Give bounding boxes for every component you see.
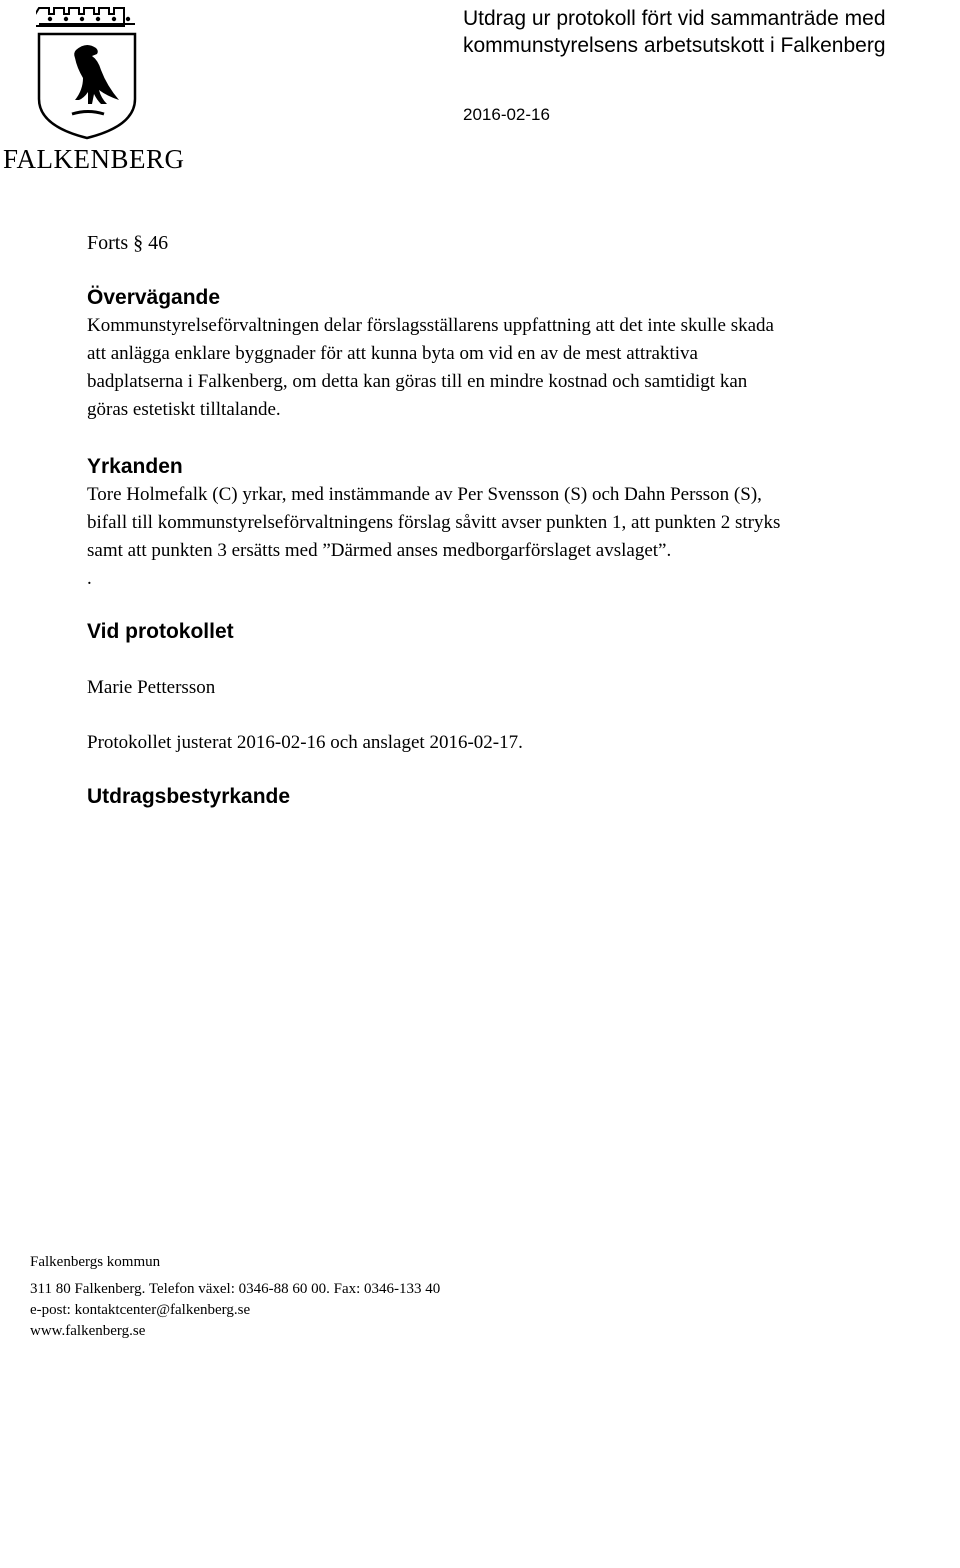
falcon-crest-icon	[36, 4, 138, 140]
paragraph-line: att anlägga enklare byggnader för att kunna byta om vid en av de mest attraktiva	[87, 343, 698, 364]
paragraph-line: bifall till kommunstyrelseförvaltningens förslag såvitt avser punkten 1, att punkten 2 stryks	[87, 512, 781, 533]
document-date: 2016-02-16	[463, 105, 550, 124]
municipal-logo	[0, 0, 185, 175]
title-line: kommunstyrelsens arbetsutskott i Falkenberg	[463, 34, 886, 57]
overvagande-heading: Övervägande	[87, 286, 221, 309]
footer-address: 311 80 Falkenberg. Telefon växel: 0346-88 60 00. Fax: 0346-133 40	[30, 1281, 441, 1297]
paragraph-line: samt att punkten 3 ersätts med ”Därmed anses medborgarförslaget avslaget”.	[87, 540, 672, 561]
footer-web: www.falkenberg.se	[30, 1323, 146, 1339]
paragraph-line: .	[87, 568, 92, 589]
paragraph-line: Tore Holmefalk (C) yrkar, med instämmande av Per Svensson (S) och Dahn Persson (S),	[87, 484, 762, 505]
footer-email: e-post: kontaktcenter@falkenberg.se	[30, 1302, 251, 1318]
paragraph-line: badplatserna i Falkenberg, om detta kan göras till en mindre kostnad och samtidigt kan	[87, 371, 748, 392]
page-footer	[30, 1252, 440, 1342]
utdragsbestyrkande-heading: Utdragsbestyrkande	[87, 785, 291, 808]
brand-wordmark: FALKENBERG	[3, 144, 185, 174]
title-line: Utdrag ur protokoll fört vid sammanträde med	[463, 7, 886, 30]
paragraph-line: göras estetiskt tilltalande.	[87, 399, 281, 420]
overvagande-paragraph	[87, 312, 960, 424]
justering-note: Protokollet justerat 2016-02-16 och anslaget 2016-02-17.	[87, 732, 523, 753]
footer-org: Falkenbergs kommun	[30, 1254, 161, 1270]
section-label: Forts § 46	[87, 232, 169, 254]
document-title	[463, 5, 953, 59]
vid-protokollet-heading: Vid protokollet	[87, 620, 234, 643]
paragraph-line: Kommunstyrelseförvaltningen delar förslagsställarens uppfattning att det inte skulle skada	[87, 315, 774, 336]
secretary-name: Marie Pettersson	[87, 677, 216, 698]
yrkanden-paragraph	[87, 481, 960, 593]
yrkanden-heading: Yrkanden	[87, 455, 183, 478]
